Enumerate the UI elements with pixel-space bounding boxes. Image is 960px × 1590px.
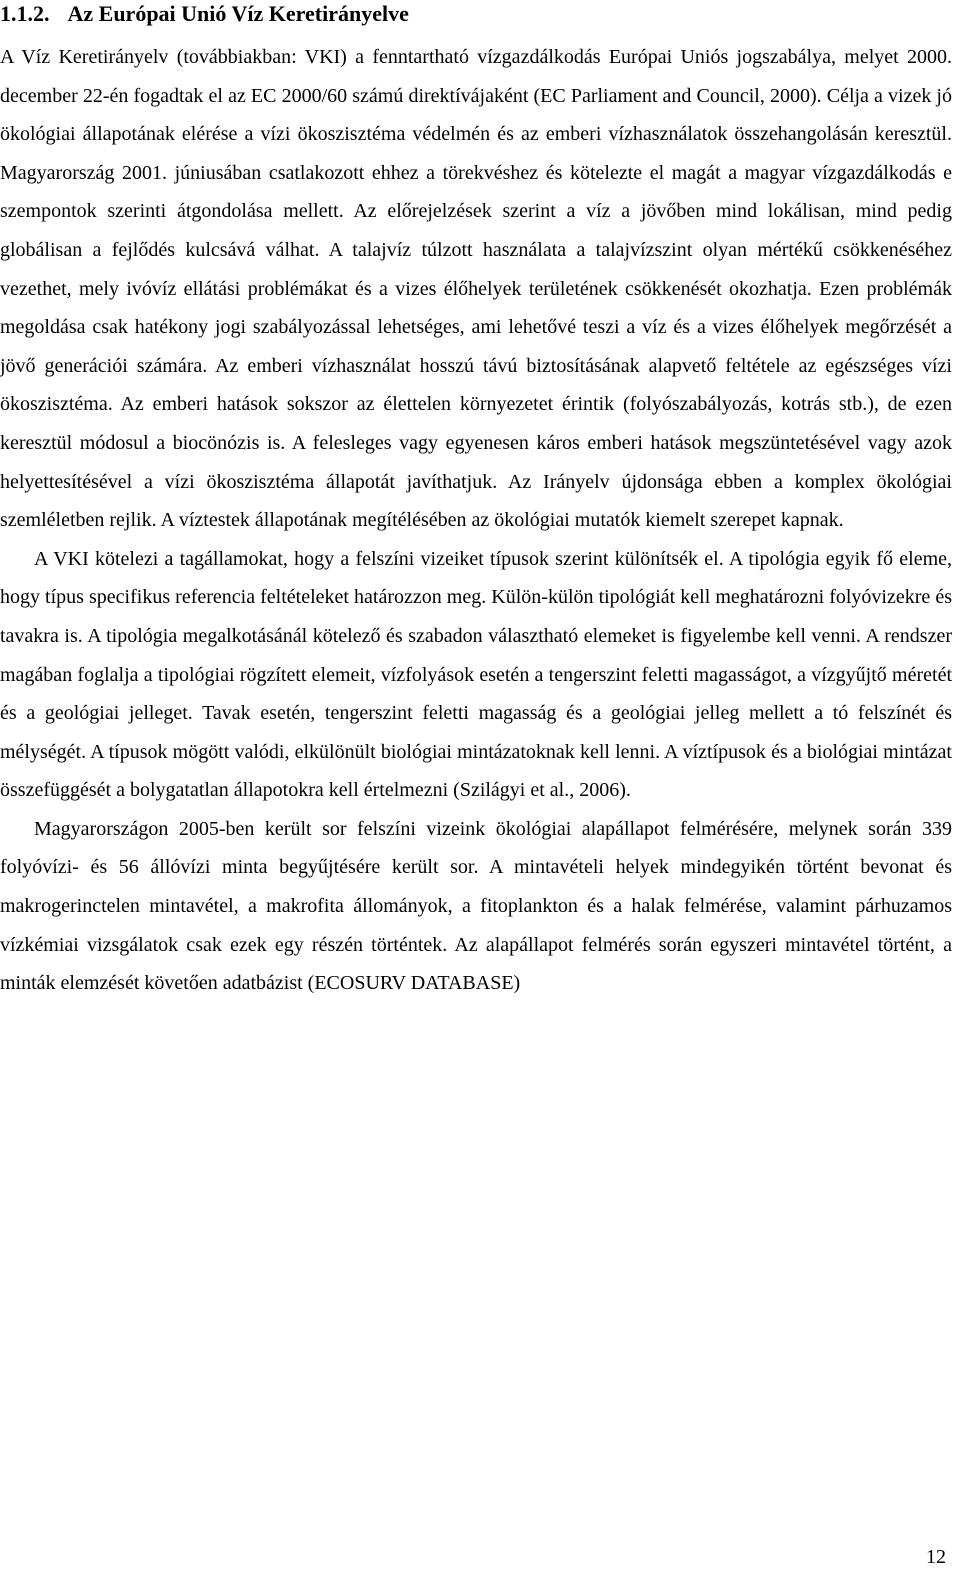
body-text <box>0 38 952 1003</box>
paragraph-2: A VKI kötelezi a tagállamokat, hogy a felszíni vizeiket típusok szerint különítsék el. A tipológia egyik fő eleme, hogy típus specifikus referencia feltételeket határozzon meg. Külön-külön tipológiát kell meghatározni folyóvizekre és tavakra is. A tipológia megalkotásánál kötelező és szabadon választható elemeket is figyelembe kell venni. A rendszer magában foglalja a tipológiai rögzített elemeit, vízfolyások esetén a tengerszint feletti magasságot, a vízgyűjtő méretét és a geológiai jelleget. Tavak esetén, tengerszint feletti magasság és a geológiai jelleg mellett a tó felszínét és mélységét. A típusok mögött valódi, elkülönült biológiai mintázatoknak kell lenni. A víztípusok és a biológiai mintázat összefüggését a bolygatatlan állapotokra kell értelmezni (Szilágyi et al., 2006). <box>0 547 952 802</box>
section-title: Az Európai Unió Víz Keretirányelve <box>67 1 409 26</box>
paragraph-3: Magyarországon 2005-ben került sor felszíni vizeink ökológiai alapállapot felmérésére, melynek során 339 folyóvízi- és 56 állóvízi minta begyűjtésére került sor. A mintavételi helyek mindegyikén történt bevonat és makrogerinctelen mintavétel, a makrofita állományok, a fitoplankton és a halak felmérése, valamint párhuzamos vízkémiai vizsgálatok csak ezek egy részén történtek. Az alapállapot felmérés során egyszeri mintavétel történt, a minták elemzését követően adatbázist (ECOSURV DATABASE) <box>0 817 952 995</box>
paragraph-1: A Víz Keretirányelv (továbbiakban: VKI) a fenntartható vízgazdálkodás Európai Uniós jogszabálya, melyet 2000. december 22-én fogadtak el az EC 2000/60 számú direktívájaként (EC Parliament and Council, 2000). Célja a vizek jó ökológiai állapotának elérése a vízi ökoszisztéma védelmén és az emberi vízhasználatok összehangolásán keresztül. Magyarország 2001. júniusában csatlakozott ehhez a törekvéshez és kötelezte el magát a magyar vízgazdálkodás e szempontok szerinti átgondolása mellett. Az előrejelzések szerint a víz a jövőben mind lokálisan, mind pedig globálisan a fejlődés kulcsává válhat. A talajvíz túlzott használata a talajvízszint olyan mértékű csökkenéséhez vezethet, mely ivóvíz ellátási problémákat és a vizes élőhelyek területének csökkenését okozhatja. Ezen problémák megoldása csak hatékony jogi szabályozással lehetséges, ami lehetővé teszi a víz és a vizes élőhelyek megőrzését a jövő generációi számára. Az emberi vízhasználat hosszú távú biztosításának alapvető feltétele az egészséges vízi ökoszisztéma. Az emberi hatások sokszor az élettelen környezetet érintik (folyószabályozás, kotrás stb.), de ezen keresztül módosul a biocönózis is. A felesleges vagy egyenesen káros emberi hatások megszüntetésével vagy azok helyettesítésével a vízi ökoszisztéma állapotát javíthatjuk. Az Irányelv újdonsága ebben a komplex ökológiai szemléletben rejlik. A víztestek állapotának megítélésében az ökológiai mutatók kiemelt szerepet kapnak. <box>0 46 952 532</box>
section-heading <box>0 0 409 28</box>
page-number: 12 <box>926 1546 946 1568</box>
section-number: 1.1.2. <box>0 1 50 26</box>
